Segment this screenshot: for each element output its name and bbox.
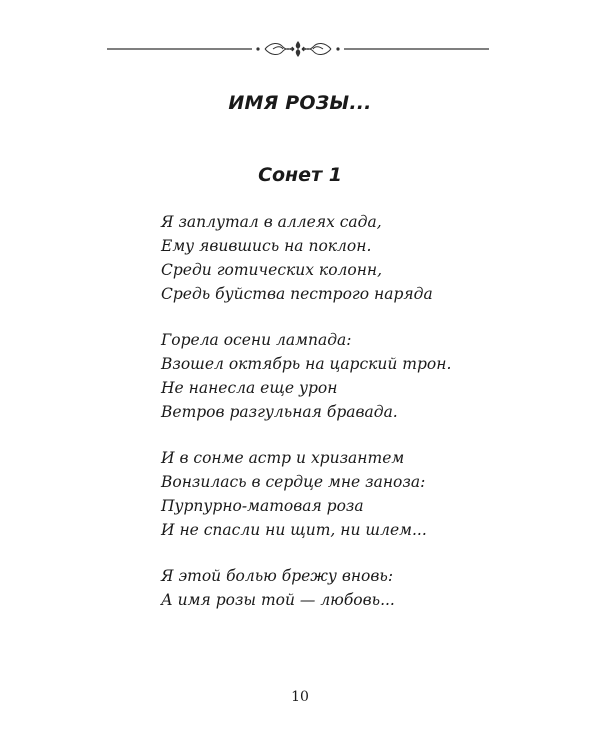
- poem-line: Средь буйства пестрого наряда: [161, 285, 433, 303]
- poem-line: Среди готических колонн,: [161, 261, 383, 279]
- floral-divider-icon: [107, 38, 489, 60]
- poem-line: И в сонме астр и хризантем: [161, 449, 405, 467]
- stanza: [161, 446, 501, 542]
- poem-line: Я заплутал в аллеях сада,: [161, 213, 382, 231]
- poem-line: Ветров разгульная бравада.: [161, 403, 398, 421]
- page-number: 10: [291, 689, 309, 705]
- poem-line: Вонзилась в сердце мне заноза:: [161, 473, 426, 491]
- poem-line: Ему явившись на поклон.: [161, 237, 372, 255]
- stanza: [161, 210, 501, 306]
- poem-line: Горела осени лампада:: [161, 331, 352, 349]
- poem-line: Не нанесла еще урон: [161, 379, 338, 397]
- sonnet-title: Сонет 1: [258, 164, 342, 186]
- stanza: [161, 564, 501, 612]
- poem-body: [161, 210, 501, 634]
- poem-line: Я этой болью брежу вновь:: [161, 567, 394, 585]
- poem-collection-title: ИМЯ РОЗЫ...: [228, 92, 372, 114]
- stanza: [161, 328, 501, 424]
- poem-line: А имя розы той — любовь...: [161, 591, 395, 609]
- poem-line: И не спасли ни щит, ни шлем...: [161, 521, 427, 539]
- poem-line: Взошел октябрь на царский трон.: [161, 355, 452, 373]
- poem-line: Пурпурно-матовая роза: [161, 497, 364, 515]
